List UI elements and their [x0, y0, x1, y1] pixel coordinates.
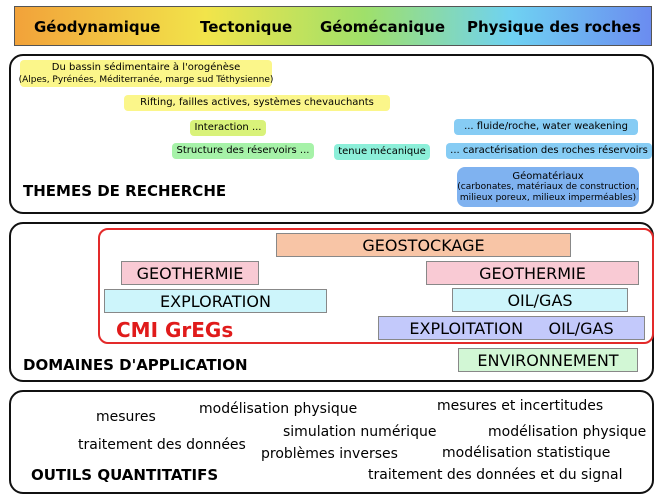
domain-geothermie-left: GEOTHERMIE	[121, 261, 259, 285]
theme-fluide-roche	[454, 119, 638, 135]
theme-line: (Alpes, Pyrénées, Méditerranée, marge sud Téthysienne)	[18, 74, 274, 85]
theme-bassin-orogenese	[20, 60, 272, 87]
theme-interaction	[190, 120, 266, 136]
tool-traitement-signal: traitement des données et du signal	[368, 467, 623, 483]
domain-geostockage: GEOSTOCKAGE	[276, 233, 571, 257]
header-word-physique-roches: Physique des roches	[467, 18, 641, 36]
tool-mesures: mesures	[96, 409, 156, 425]
tool-modelisation-statistique: modélisation statistique	[442, 445, 611, 461]
theme-tenue-mecanique	[334, 144, 430, 160]
theme-line: Rifting, failles actives, systèmes chevauchants	[140, 97, 374, 108]
theme-rifting	[124, 95, 390, 111]
theme-structure-reservoirs	[172, 143, 314, 159]
tool-simulation-numerique: simulation numérique	[283, 424, 437, 440]
theme-caracterisation-reservoirs	[446, 143, 652, 159]
domain-oil-gas: OIL/GAS	[452, 288, 628, 312]
tools-title: OUTILS QUANTITATIFS	[31, 466, 219, 484]
theme-line: Interaction ...	[194, 122, 262, 133]
theme-line: Structure des réservoirs ...	[176, 145, 310, 156]
theme-line: milieux poreux, milieux imperméables)	[459, 192, 637, 203]
theme-line: ... fluide/roche, water weakening	[464, 121, 628, 132]
theme-geomateriaux	[457, 167, 639, 207]
domain-geothermie-right: GEOTHERMIE	[426, 261, 639, 285]
header-word-tectonique: Tectonique	[200, 18, 293, 36]
tool-modelisation-physique-2: modélisation physique	[488, 424, 647, 440]
theme-line: (carbonates, matériaux de construction,	[457, 181, 639, 192]
domain-exploration: EXPLORATION	[104, 289, 327, 313]
theme-line: Géomatériaux	[512, 170, 584, 182]
domain-exploitation-oil-gas: EXPLOITATION OIL/GAS	[378, 316, 645, 340]
tool-mesures-incertitudes: mesures et incertitudes	[437, 398, 604, 414]
domain-environnement: ENVIRONNEMENT	[458, 348, 638, 372]
domains-title: DOMAINES D'APPLICATION	[23, 356, 248, 374]
tool-traitement-donnees: traitement des données	[78, 437, 246, 453]
tool-modelisation-physique-1: modélisation physique	[199, 401, 358, 417]
theme-line: Du bassin sédimentaire à l'orogénèse	[51, 61, 241, 73]
theme-line: tenue mécanique	[338, 146, 426, 157]
header-word-geomecanique: Géomécanique	[320, 18, 446, 36]
themes-title: THEMES DE RECHERCHE	[23, 182, 227, 200]
discipline-gradient-bar	[14, 6, 652, 46]
tool-problemes-inverses: problèmes inverses	[261, 446, 398, 462]
cmi-gregs-label: CMI GrEGs	[116, 318, 234, 342]
header-word-geodynamique: Géodynamique	[34, 18, 161, 36]
theme-line: ... caractérisation des roches réservoirs	[450, 145, 648, 156]
